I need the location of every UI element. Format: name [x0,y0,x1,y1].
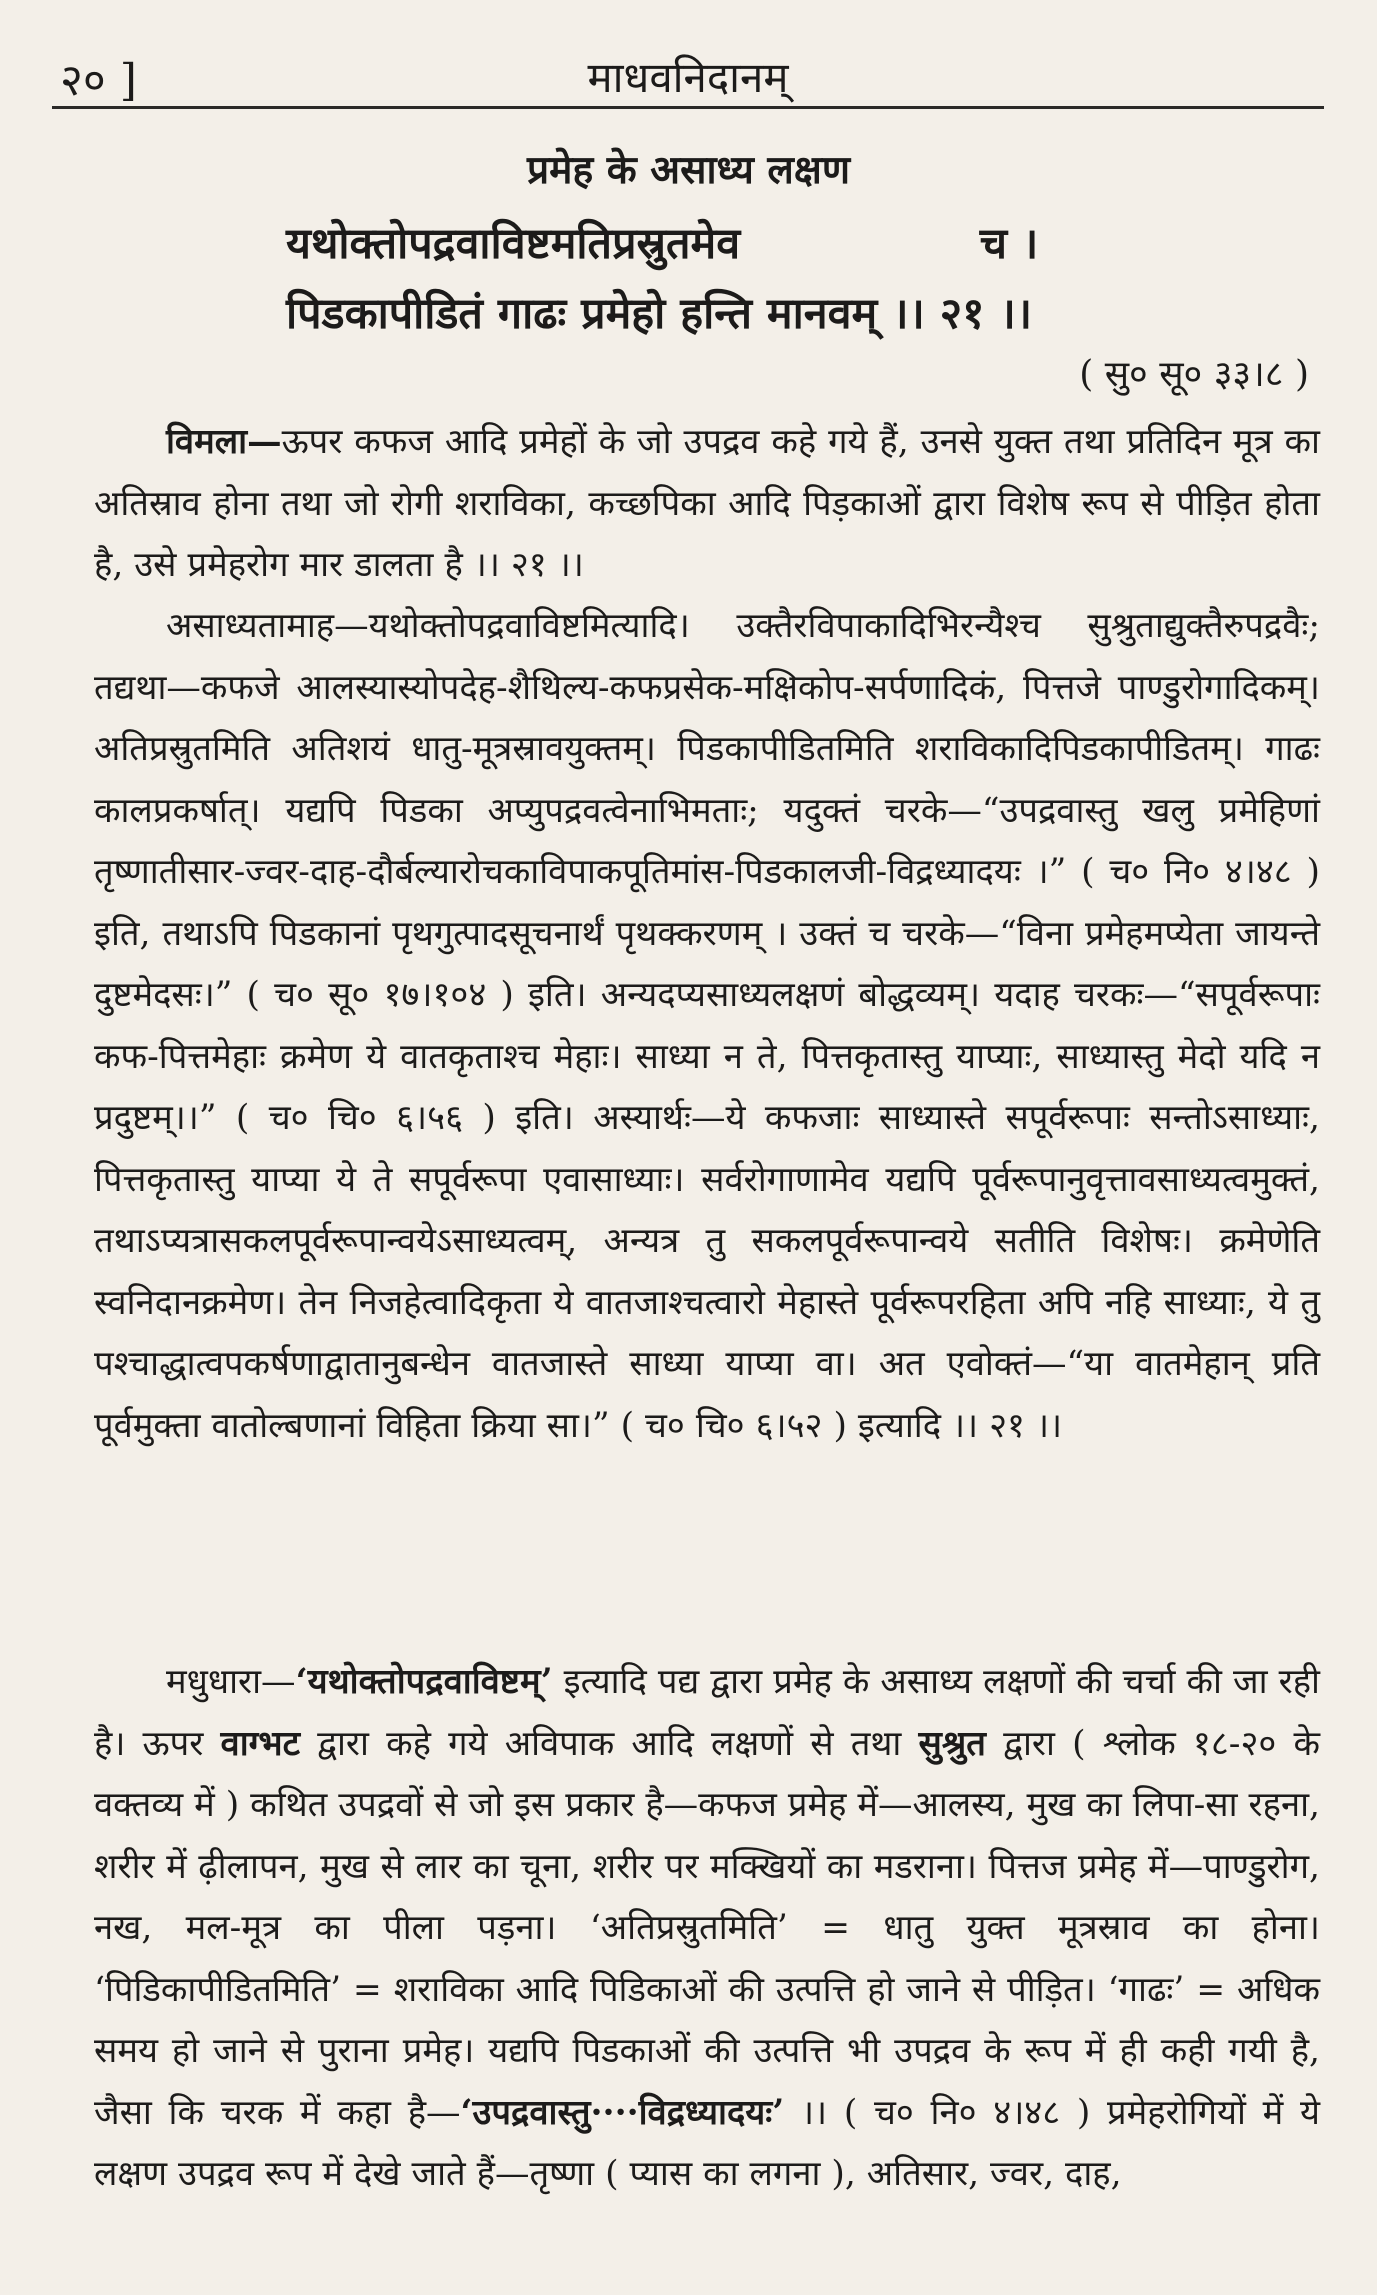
commentary-text: असाध्यतामाह—यथोक्तोपद्रवाविष्टमित्यादि। उक्तैरविपाकादिभिरन्यैश्च सुश्रुताद्युक्तैरुपद्रवैः; तद्यथा—कफजे आलस्यास्योपदेह-शैथिल्य-कफप्रसेक-मक्षिकोप-सर्पणादिकं, पित्तजे पाण्डुरोगादिकम्। अतिप्रस्रुतमिति अतिशयं धातु-मूत्रस्रावयुक्तम्। पिडकापीडितमिति शराविकादिपिडकापीडितम्। गाढः कालप्रकर्षात्। यद्यपि पिडका अप्युपद्रवत्वेनाभिमताः; यदुक्तं चरके—“उपद्रवास्तु खलु प्रमेहिणां तृष्णातीसार-ज्वर-दाह-दौर्बल्यारोचकाविपाकपूतिमांस-पिडकालजी-विद्रध्यादयः ।” ( च० नि० ४।४८ ) इति, तथाऽपि पिडकानां पृथगुत्पादसूचनार्थं पृथक्करणम् । उक्तं च चरके—“विना प्रमेहमप्येता जायन्ते दुष्टमेदसः।” ( च० सू० १७।१०४ ) इति। अन्यदप्यसाध्यलक्षणं बोद्धव्यम्। यदाह चरकः—“सपूर्वरूपाः कफ-पित्तमेहाः क्रमेण ये वातकृताश्च मेहाः। साध्या न ते, पित्तकृतास्तु याप्याः, साध्यास्तु मेदो यदि न प्रदुष्टम्।।” ( च० चि० ६।५६ ) इति। अस्यार्थः—ये कफजाः साध्यास्ते सपूर्वरूपाः सन्तोऽसाध्याः, पित्तकृतास्तु याप्या ये ते सपूर्वरूपा एवासाध्याः। सर्वरोगाणामेव यद्यपि पूर्वरूपानुवृत्तावसाध्यत्वमुक्तं, तथाऽप्यत्रासकलपूर्वरूपान्वयेऽसाध्यत्वम्, अन्यत्र तु सकलपूर्वरूपान्वये सतीति विशेषः। क्रमेणेति स्वनिदानक्रमेण। तेन निजहेत्वादिकृता ये वातजाश्चत्वारो मेहास्ते पूर्वरूपरहिता अपि नहि साध्याः, ये तु पश्चाद्धात्वपकर्षणाद्वातानुबन्धेन वातजास्ते साध्या याप्या वा। अत एवोक्तं—“या वातमेहान् प्रति पूर्वमुक्ता वातोल्बणानां विहिता क्रिया सा।” ( च० चि० ६।५२ ) इत्यादि ।। २१ ।। [94,606,1320,1446]
vimala-text: ऊपर कफज आदि प्रमेहों के जो उपद्रव कहे गये हैं, उनसे युक्त तथा प्रतिदिन मूत्र का अतिस्राव होना तथा जो रोगी शराविका, कच्छपिका आदि पिड़काओं द्वारा विशेष रूप से पीड़ित होता है, उसे प्रमेहरोग मार डालता है ।। २१ ।। [94,422,1320,585]
madhudhara-text-d: ।। ( च० नि० ४।४८ ) प्रमेहरोगियों में ये लक्षण उपद्रव रूप में देखे जाते हैं—तृष्णा ( प्यास का लगना ), अतिसार, ज्वर, दाह, [94,2092,1320,2194]
page-number: २० ] [60,55,137,106]
madhudhara-label: मधुधारा— [166,1662,296,1702]
charaka-quote: ‘उपद्रवास्तु····विद्रध्यादयः’ [460,2092,785,2133]
sanskrit-commentary [94,596,1320,1626]
sushruta-term: सुश्रुत [918,1723,986,1764]
verse-line-2: पिडकापीडितं गाढः प्रमेहो हन्ति मानवम् ।। २१ ।। [286,289,1033,339]
vimala-label: विमला— [166,422,282,462]
verse-line-1: यथोक्तोपद्रवाविष्टमतिप्रस्रुतमेव च । [286,219,1039,269]
madhudhara-paragraph [94,1652,1320,2272]
running-title: माधवनिदानम् [587,53,789,102]
verse-reference: ( सु० सू० ३३।८ ) [1079,354,1309,395]
madhudhara-quote: ‘यथोक्तोपद्रवाविष्टम्’ [295,1662,553,1702]
madhudhara-text-b: द्वारा कहे गये अविपाक आदि लक्षणों से तथा [299,1723,919,1764]
vimala-paragraph [94,412,1320,612]
section-heading: प्रमेह के असाध्य लक्षण [526,147,851,193]
page-header [52,30,1324,110]
header-divider [52,106,1324,109]
madhudhara-text-a: इत्यादि पद्य द्वारा प्रमेह के असाध्य लक्षणों की चर्चा की जा रही है। ऊपर [94,1662,1320,1764]
vagbhata-term: वाग्भट [220,1723,300,1764]
madhudhara-text-c: द्वारा ( श्लोक १८-२० के वक्तव्य में ) कथित उपद्रवों से जो इस प्रकार है—कफज प्रमेह में—आलस्य, मुख का लिपा-सा रहना, शरीर में ढ़ीलापन, मुख से लार का चूना, शरीर पर मक्खियों का मडराना। पित्तज प्रमेह में—पाण्डुरोग, नख, मल-मूत्र का पीला पड़ना। ‘अतिप्रस्रुतमिति’ = धातु युक्त मूत्रस्राव का होना। ‘पिडिकापीडितमिति’ = शराविका आदि पिडिकाओं की उत्पत्ति हो जाने से पीड़ित। ‘गाढः’ = अधिक समय हो जाने से पुराना प्रमेह। यद्यपि पिडकाओं की उत्पत्ति भी उपद्रव के रूप में ही कही गयी है, जैसा कि चरक में कहा है— [94,1723,1320,2133]
